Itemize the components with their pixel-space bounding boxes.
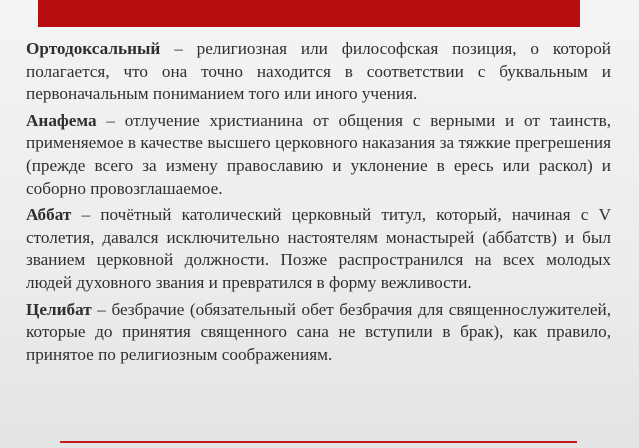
term: Целибат: [26, 299, 92, 319]
bottom-accent-line: [60, 441, 577, 443]
definition: – религиозная или философская позиция, о которой полагается, что она точно находится в соответствии с буквальным и первоначальным пониманием того или иного учения.: [26, 39, 611, 104]
entry-abbot: [26, 204, 611, 294]
top-accent-bar: [38, 0, 580, 27]
entry-celibacy: [26, 299, 611, 367]
term: Аббат: [26, 205, 72, 225]
entry-orthodox: [26, 38, 611, 106]
definition: – отлучение христианина от общения с верными и от таинств, применяемое в качестве высшего церковного наказания за тяжкие прегрешения (прежде всего за измену православию и уклонение в ересь или раскол) и соборно провозглашаемое.: [26, 110, 611, 198]
term: Ортодоксальный: [26, 39, 161, 58]
definition: – почётный католический церковный титул, который, начиная с V столетия, давался исключительно настоятелям монастырей (аббатств) и был званием церковной должности. Позже распространился на всех молодых людей духовного звания и превратился в форму вежливости.: [26, 205, 611, 292]
glossary-text: [26, 38, 611, 370]
entry-anathema: [26, 110, 611, 200]
term: Анафема: [26, 110, 97, 130]
definition: – безбрачие (обязательный обет безбрачия для священнослужителей, которые до принятия священного сана не вступили в брак), как правило, принятое по религиозным соображениям.: [26, 299, 611, 364]
